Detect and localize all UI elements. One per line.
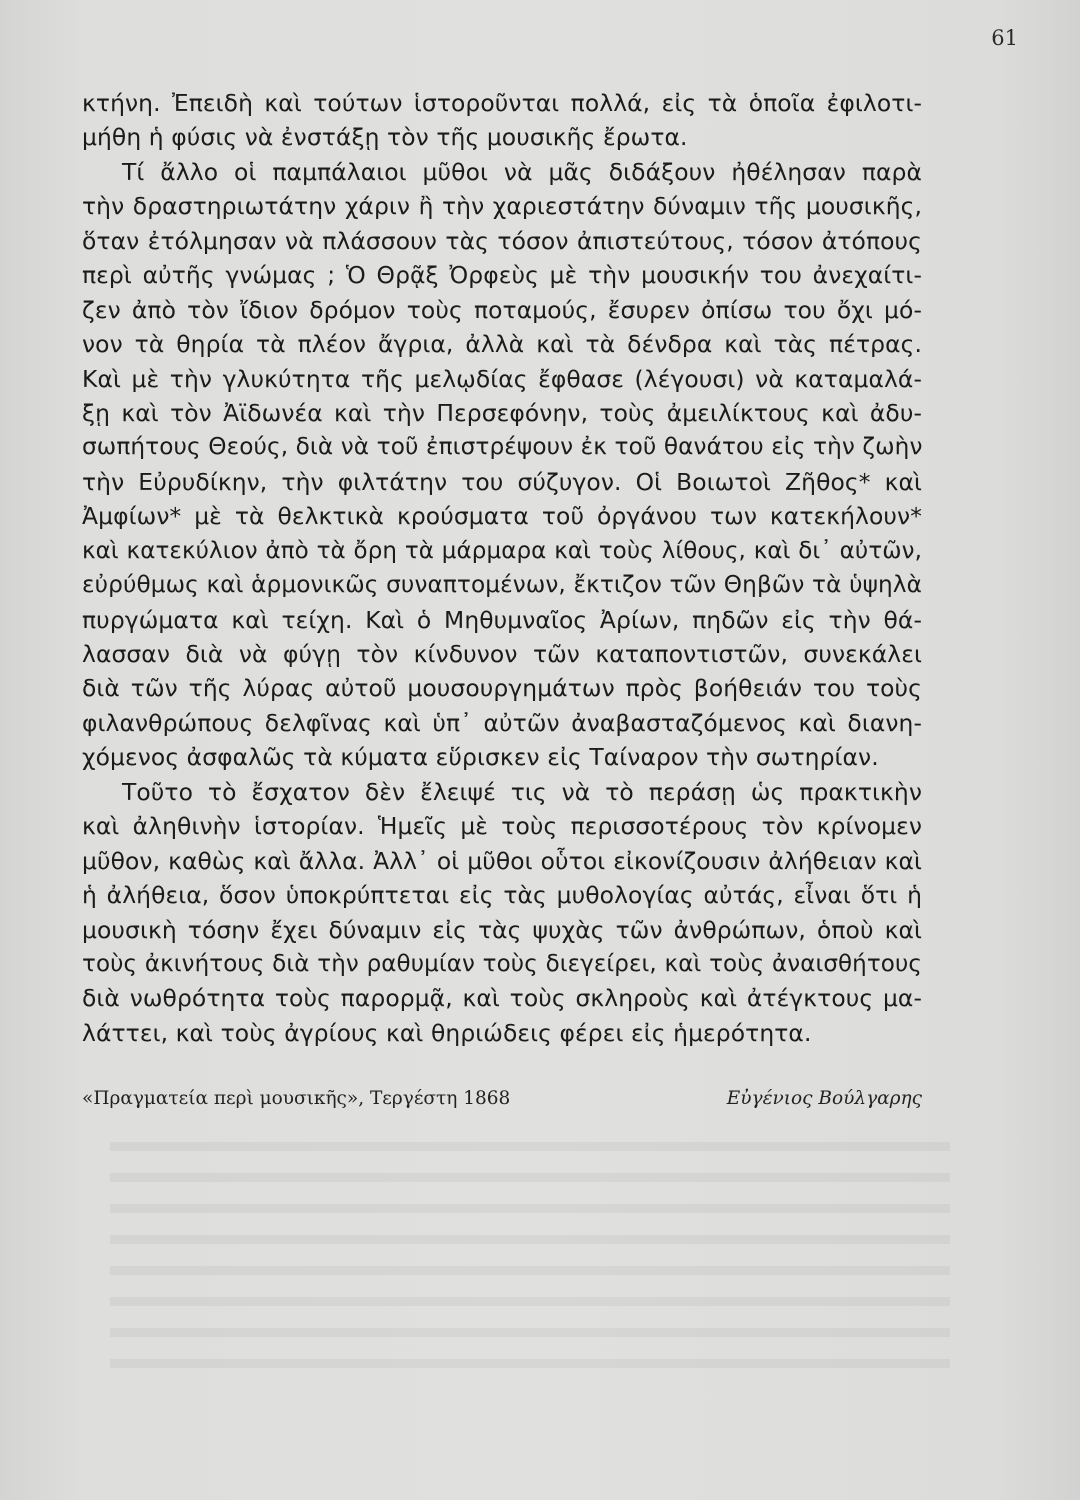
- text-line: πυργώματα καὶ τείχη. Καὶ ὁ Μηθυμναῖος Ἀρίων, πηδῶν εἰς τὴν θά-: [82, 605, 922, 634]
- text-line: περὶ αὐτῆς γνώμας ; Ὁ Θρᾷξ Ὀρφεὺς μὲ τὴν μουσικήν του ἀνεχαίτι-: [82, 261, 922, 290]
- text-line: νον τὰ θηρία τὰ πλέον ἄγρια, ἀλλὰ καὶ τὰ δένδρα καὶ τὰς πέτρας.: [82, 330, 922, 359]
- text-line: λάττει, καὶ τοὺς ἀγρίους καὶ θηριώδεις φέρει εἰς ἡμερότητα.: [82, 1018, 812, 1047]
- bleed-through-texture: [110, 1120, 950, 1380]
- text-line: τὴν δραστηριωτάτην χάριν ἢ τὴν χαριεστάτην δύναμιν τῆς μουσικῆς,: [82, 192, 922, 221]
- citation-footer: [82, 1088, 922, 1116]
- text-line: ὅταν ἐτόλμησαν νὰ πλάσσουν τὰς τόσον ἀπιστεύτους, τόσον ἀτόπους: [82, 226, 922, 255]
- page-number: 61: [991, 26, 1018, 50]
- text-line: διὰ νωθρότητα τοὺς παρορμᾷ, καὶ τοὺς σκληροὺς καὶ ἀτέγκτους μα-: [82, 984, 922, 1013]
- text-line: ξῃ καὶ τὸν Ἀϊδωνέα καὶ τὴν Περσεφόνην, τοὺς ἀμειλίκτους καὶ ἀδυ-: [82, 398, 922, 427]
- text-line: τὴν Εὐρυδίκην, τὴν φιλτάτην του σύζυγον. Οἱ Βοιωτοὶ Ζῆθος* καὶ: [82, 467, 922, 496]
- text-line: Τοῦτο τὸ ἔσχατον δὲν ἔλειψέ τις νὰ τὸ περάσῃ ὡς πρακτικὴν: [122, 777, 922, 806]
- text-line: λασσαν διὰ νὰ φύγῃ τὸν κίνδυνον τῶν καταποντιστῶν, συνεκάλει: [82, 640, 922, 668]
- text-line: καὶ κατεκύλιον ἀπὸ τὰ ὄρη τὰ μάρμαρα καὶ τοὺς λίθους, καὶ δι᾽ αὐτῶν,: [82, 537, 922, 564]
- text-line: κτήνη. Ἐπειδὴ καὶ τούτων ἱστοροῦνται πολλά, εἰς τὰ ὁποῖα ἐφιλοτι-: [82, 89, 922, 117]
- text-line: χόμενος ἀσφαλῶς τὰ κύματα εὕρισκεν εἰς Ταίναρον τὴν σωτηρίαν.: [82, 743, 879, 772]
- text-line: ἡ ἀλήθεια, ὅσον ὑποκρύπτεται εἰς τὰς μυθολογίας αὐτάς, εἶναι ὅτι ἡ: [82, 881, 922, 910]
- text-line: ζεν ἀπὸ τὸν ἴδιον δρόμον τοὺς ποταμούς, ἔσυρεν ὀπίσω του ὄχι μό-: [82, 295, 922, 324]
- text-line: εὐρύθμως καὶ ἁρμονικῶς συναπτομένων, ἔκτιζον τῶν Θηβῶν τὰ ὑψηλὰ: [82, 571, 922, 599]
- main-text: [82, 86, 922, 1050]
- text-line: καὶ ἀληθινὴν ἱστορίαν. Ἡμεῖς μὲ τοὺς περισσοτέρους τὸν κρίνομεν: [82, 812, 922, 841]
- text-line: διὰ τῶν τῆς λύρας αὐτοῦ μουσουργημάτων πρὸς βοήθειάν του τοὺς: [82, 674, 922, 703]
- text-line: Τί ἄλλο οἱ παμπάλαιοι μῦθοι νὰ μᾶς διδάξουν ἠθέλησαν παρὰ: [122, 157, 922, 186]
- text-line: Καὶ μὲ τὴν γλυκύτητα τῆς μελῳδίας ἔφθασε (λέγουσι) νὰ καταμαλά-: [82, 364, 922, 393]
- text-line: μουσικὴ τόσην ἔχει δύναμιν εἰς τὰς ψυχὰς τῶν ἀνθρώπων, ὁποὺ καὶ: [82, 915, 922, 944]
- citation-author: Εὐγένιος Βούλγαρης: [726, 1088, 922, 1109]
- text-line: σωπήτους Θεούς, διὰ νὰ τοῦ ἐπιστρέψουν ἐκ τοῦ θανάτου εἰς τὴν ζωὴν: [82, 433, 923, 461]
- text-line: Ἀμφίων* μὲ τὰ θελκτικὰ κρούσματα τοῦ ὀργάνου των κατεκήλουν*: [82, 502, 922, 531]
- text-line: μῦθον, καθὼς καὶ ἄλλα. Ἀλλ᾽ οἱ μῦθοι οὗτοι εἰκονίζουσιν ἀλήθειαν καὶ: [82, 846, 922, 875]
- text-line: φιλανθρώπους δελφῖνας καὶ ὑπ᾽ αὐτῶν ἀναβασταζόμενος καὶ διανη-: [82, 708, 922, 737]
- text-line: τοὺς ἀκινήτους διὰ τὴν ραθυμίαν τοὺς διεγείρει, καὶ τοὺς ἀναισθήτους: [82, 950, 922, 977]
- citation-source: «Πραγματεία περὶ μουσικῆς», Τεργέστη 1868: [82, 1088, 511, 1109]
- text-line: μήθη ἡ φύσις νὰ ἐνστάξῃ τὸν τῆς μουσικῆς ἔρωτα.: [82, 123, 688, 152]
